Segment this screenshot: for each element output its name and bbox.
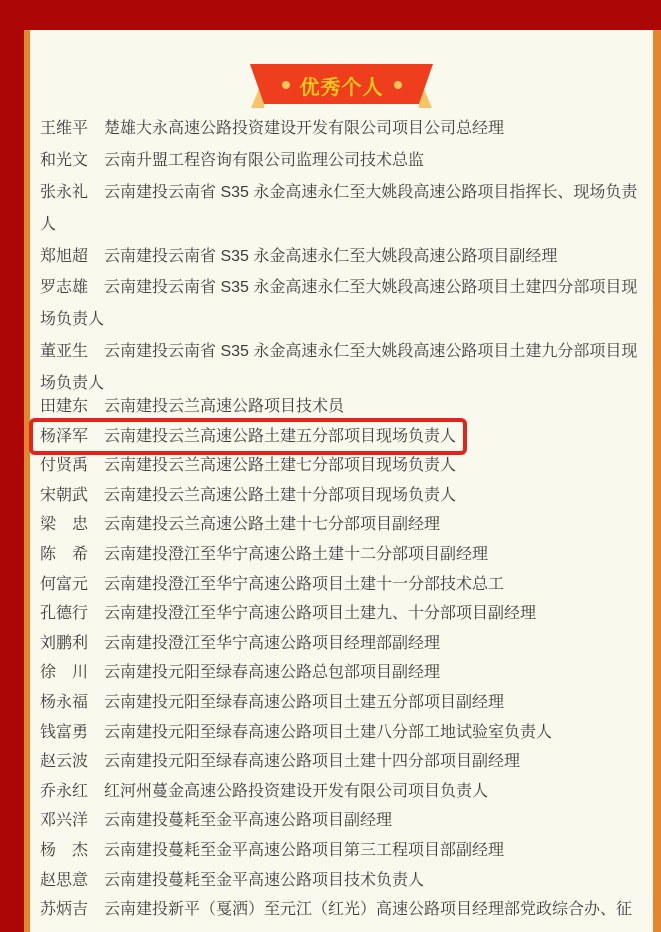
person-role: 云南建投澄江至华宁高速公路项目土建九、十分部项目副经理	[104, 605, 537, 623]
person-name: 梁 忠	[40, 516, 89, 534]
person-row	[40, 658, 653, 688]
section-ribbon	[250, 64, 433, 111]
people-list	[40, 113, 653, 925]
people-section-bottom	[40, 392, 653, 925]
person-role: 云南建投新平（戛洒）至元江（红光）高速公路项目经理部党政综合办、征	[104, 901, 633, 919]
person-name: 杨泽军	[40, 427, 89, 445]
banner-content	[250, 65, 433, 105]
person-name: 付贤禹	[40, 457, 89, 475]
person-row	[40, 392, 653, 422]
person-name: 邓兴洋	[40, 812, 89, 830]
person-name: 乔永红	[40, 782, 89, 800]
person-row	[40, 688, 653, 718]
person-role: 云南升盟工程咨询有限公司监理公司技术总监	[104, 151, 425, 169]
banner-dot-right-icon	[394, 81, 402, 89]
person-role: 楚雄大永高速公路投资建设开发有限公司项目公司总经理	[104, 120, 505, 137]
person-name: 赵思意	[40, 871, 89, 889]
people-section-top	[40, 113, 653, 400]
person-row	[40, 806, 653, 836]
person-role: 云南建投澄江至华宁高速公路土建十二分部项目副经理	[104, 545, 489, 563]
person-role: 人	[40, 215, 57, 233]
person-role: 云南建投元阳至绿春高速公路总包部项目副经理	[104, 664, 441, 682]
person-name: 陈 希	[40, 545, 89, 563]
person-role: 云南建投元阳至绿春高速公路项目土建五分部项目副经理	[104, 693, 505, 711]
person-row	[40, 718, 653, 748]
person-role: 云南建投蔓耗至金平高速公路项目技术负责人	[104, 871, 425, 889]
person-row	[40, 481, 653, 511]
person-role: 云南建投云兰高速公路土建七分部项目现场负责人	[104, 457, 457, 475]
person-role: 红河州蔓金高速公路投资建设开发有限公司项目负责人	[104, 782, 489, 800]
person-row	[40, 422, 653, 452]
person-name: 郑旭超	[40, 247, 89, 265]
person-role: 云南建投云南省 S35 永金高速永仁至大姚段高速公路项目土建四分部项目现	[104, 279, 638, 297]
person-name: 王维平	[40, 120, 89, 137]
banner-dot-left-icon	[282, 81, 290, 89]
person-row	[40, 177, 653, 209]
person-role: 云南建投云兰高速公路土建十分部项目现场负责人	[104, 486, 457, 504]
person-name: 刘鹏利	[40, 634, 89, 652]
person-row	[40, 113, 653, 145]
person-row-wrap	[40, 209, 653, 241]
person-row	[40, 570, 653, 600]
person-row	[40, 451, 653, 481]
person-role: 云南建投元阳至绿春高速公路项目土建八分部工地试验室负责人	[104, 723, 553, 741]
person-role: 云南建投蔓耗至金平高速公路项目第三工程项目部副经理	[104, 841, 505, 859]
right-orange-stripe	[653, 30, 661, 932]
person-name: 宋朝武	[40, 486, 89, 504]
person-row	[40, 836, 653, 866]
person-row	[40, 747, 653, 777]
person-name: 杨 杰	[40, 841, 89, 859]
person-name: 杨永福	[40, 693, 89, 711]
person-role: 云南建投元阳至绿春高速公路项目土建十四分部项目副经理	[104, 753, 521, 771]
person-role: 云南建投云兰高速公路项目技术员	[104, 398, 345, 416]
person-role: 云南建投云兰高速公路土建五分部项目现场负责人	[104, 427, 457, 445]
person-row	[40, 866, 653, 896]
person-name: 钱富勇	[40, 723, 89, 741]
person-row	[40, 336, 653, 368]
person-role: 云南建投云兰高速公路土建十七分部项目副经理	[104, 516, 441, 534]
person-name: 孔德行	[40, 605, 89, 623]
top-red-band	[0, 0, 661, 30]
person-row	[40, 777, 653, 807]
person-role: 场负责人	[40, 311, 105, 329]
person-role: 云南建投澄江至华宁高速公路项目土建十一分部技术总工	[104, 575, 505, 593]
person-name: 徐 川	[40, 664, 89, 682]
person-name: 苏炳吉	[40, 901, 89, 919]
person-name: 何富元	[40, 575, 89, 593]
person-name: 董亚生	[40, 343, 89, 361]
person-name: 和光文	[40, 151, 89, 169]
person-row	[40, 145, 653, 177]
person-row	[40, 540, 653, 570]
person-row	[40, 599, 653, 629]
person-role: 云南建投云南省 S35 永金高速永仁至大姚段高速公路项目指挥长、现场负责	[104, 183, 638, 201]
person-role: 云南建投蔓耗至金平高速公路项目副经理	[104, 812, 393, 830]
section-title: 优秀个人	[299, 74, 384, 99]
person-row	[40, 241, 653, 273]
person-row-wrap	[40, 304, 653, 336]
person-row	[40, 629, 653, 659]
person-name: 田建东	[40, 398, 89, 416]
person-row	[40, 510, 653, 540]
person-role: 云南建投云南省 S35 永金高速永仁至大姚段高速公路项目副经理	[104, 247, 558, 265]
person-name: 张永礼	[40, 183, 89, 201]
person-name: 罗志雄	[40, 279, 89, 297]
person-row	[40, 272, 653, 304]
person-row	[40, 895, 653, 925]
left-orange-stripe	[24, 30, 30, 932]
left-red-border	[0, 0, 24, 932]
person-role: 场负责人	[40, 375, 105, 393]
person-role: 云南建投云南省 S35 永金高速永仁至大姚段高速公路项目土建九分部项目现	[104, 343, 638, 361]
person-role: 云南建投澄江至华宁高速公路项目经理部副经理	[104, 634, 441, 652]
person-name: 赵云波	[40, 753, 89, 771]
